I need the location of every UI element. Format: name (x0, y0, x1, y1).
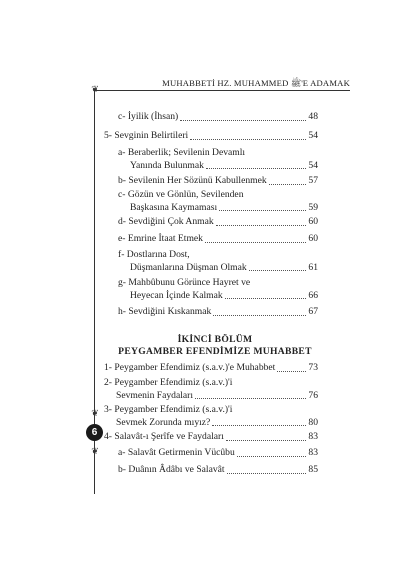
dot-leader (226, 440, 307, 441)
toc-entry-text: 4- Salavât-ı Şerîfe ve Faydaları (104, 431, 224, 442)
toc-entry-text: e- Emrine İtaat Etmek (118, 233, 203, 244)
dot-leader (212, 425, 306, 426)
toc-entry-her-sozu-kabullenmek[interactable] (118, 175, 318, 188)
dot-leader (213, 315, 306, 316)
toc-entry-text: d- Sevdiğini Çok Anmak (118, 216, 214, 227)
toc-entry-text: a- Salavât Getirmenin Vücûbu (118, 447, 235, 458)
dot-leader (205, 242, 306, 243)
toc-page-number: 80 (308, 416, 318, 428)
toc-entry-mahbubunu-gorunce[interactable] (118, 277, 318, 302)
page-number-badge: 6 (86, 424, 103, 441)
toc-entry-salavat-vucubu[interactable] (118, 447, 318, 460)
toc-page-number: 59 (308, 201, 318, 213)
flourish-upper-ornament: ❦ (91, 408, 99, 418)
toc-entry-text: c- İyilik (İhsan) (118, 111, 179, 122)
toc-page-number: 61 (308, 261, 318, 273)
toc-page-number: 85 (308, 464, 318, 475)
dot-leader (237, 456, 307, 457)
section-title: İKİNCİ BÖLÜM (177, 334, 253, 345)
dot-leader (249, 270, 307, 271)
toc-entry-kiskanmak[interactable] (118, 306, 318, 319)
toc-entry-gozun-gonlun[interactable] (118, 189, 318, 214)
flourish-top-ornament: ❦ (91, 84, 99, 94)
toc-entry-text-line2: Düşmanlarına Düşman Olmak (130, 261, 247, 273)
toc-entry-ihsan[interactable] (118, 111, 318, 124)
toc-entry-duanin-adabi[interactable] (118, 464, 318, 477)
toc-page-number: 66 (308, 289, 318, 301)
toc-entry-text: 1- Peygamber Efendimiz (s.a.v.)'e Muhabbet (104, 362, 276, 373)
toc-entry-itaat-etmek[interactable] (118, 233, 318, 246)
dot-leader (225, 298, 307, 299)
toc-entry-text-line2: Heyecan İçinde Kalmak (130, 289, 223, 301)
toc-page-number: 57 (308, 175, 318, 186)
toc-page-number: 54 (308, 130, 318, 141)
toc-entry-muhabbet[interactable] (104, 362, 318, 375)
dot-leader (180, 120, 306, 121)
dot-leader (277, 371, 306, 372)
toc-entry-text-line1: g- Mahbûbunu Görünce Hayret ve (118, 277, 251, 288)
dot-leader (216, 225, 307, 226)
toc-entry-text-line1: f- Dostlarına Dost, (118, 249, 190, 260)
toc-page-number: 60 (308, 216, 318, 227)
toc-page-number: 73 (308, 362, 318, 373)
toc-page-number: 76 (308, 389, 318, 401)
dot-leader (195, 398, 306, 399)
section-subtitle: PEYGAMBER EFENDİMİZE MUHABBET (118, 346, 312, 357)
toc-page-number: 67 (308, 306, 318, 317)
dot-leader (219, 210, 306, 211)
toc-page-number: 83 (308, 447, 318, 458)
toc-entry-text-line1: 2- Peygamber Efendimiz (s.a.v.)'i (104, 377, 233, 388)
toc-entry-cok-anmak[interactable] (118, 216, 318, 229)
dot-leader (227, 473, 307, 474)
dot-leader (269, 184, 307, 185)
toc-page-number: 54 (308, 159, 318, 171)
toc-page-number: 83 (308, 431, 318, 442)
toc-entry-sevmenin-faydalari[interactable] (104, 377, 318, 402)
toc-entry-beraberlik[interactable] (118, 147, 318, 172)
dot-leader (190, 139, 306, 140)
toc-entry-text-line1: c- Gözün ve Gönlün, Sevilenden (118, 189, 244, 200)
toc-entry-text-line2: Başkasına Kaymaması (130, 201, 218, 213)
toc-entry-sevginin-belirtileri[interactable] (104, 130, 318, 143)
toc-page-number: 60 (308, 233, 318, 244)
toc-entry-salavat-faydalari[interactable] (104, 431, 318, 444)
toc-entry-text-line1: a- Beraberlik; Sevilenin Devamlı (118, 147, 246, 158)
toc-entry-text: b- Duânın Âdâbı ve Salavât (118, 464, 225, 475)
running-title: MUHABBETİ HZ. MUHAMMED ﷺ'E ADAMAK (162, 78, 350, 88)
toc-entry-text-line2: Sevmenin Faydaları (116, 389, 193, 401)
frame-top-rule (94, 90, 350, 91)
toc-entry-text-line2: Yanında Bulunmak (130, 159, 204, 171)
toc-entry-text: b- Sevilenin Her Sözünü Kabullenmek (118, 175, 267, 186)
toc-entry-sevmek-zorunda[interactable] (104, 404, 318, 429)
toc-entry-text-line2: Sevmek Zorunda mıyız? (116, 416, 211, 428)
toc-entry-text: 5- Sevginin Belirtileri (104, 130, 189, 141)
toc-entry-text-line1: 3- Peygamber Efendimiz (s.a.v.)'i (104, 404, 233, 415)
flourish-lower-ornament: ❦ (91, 446, 99, 456)
toc-page-number: 48 (308, 111, 318, 122)
toc-entry-text: h- Sevdiğini Kıskanmak (118, 306, 212, 317)
dot-leader (206, 168, 306, 169)
toc-entry-dostlarina-dost[interactable] (118, 249, 318, 274)
